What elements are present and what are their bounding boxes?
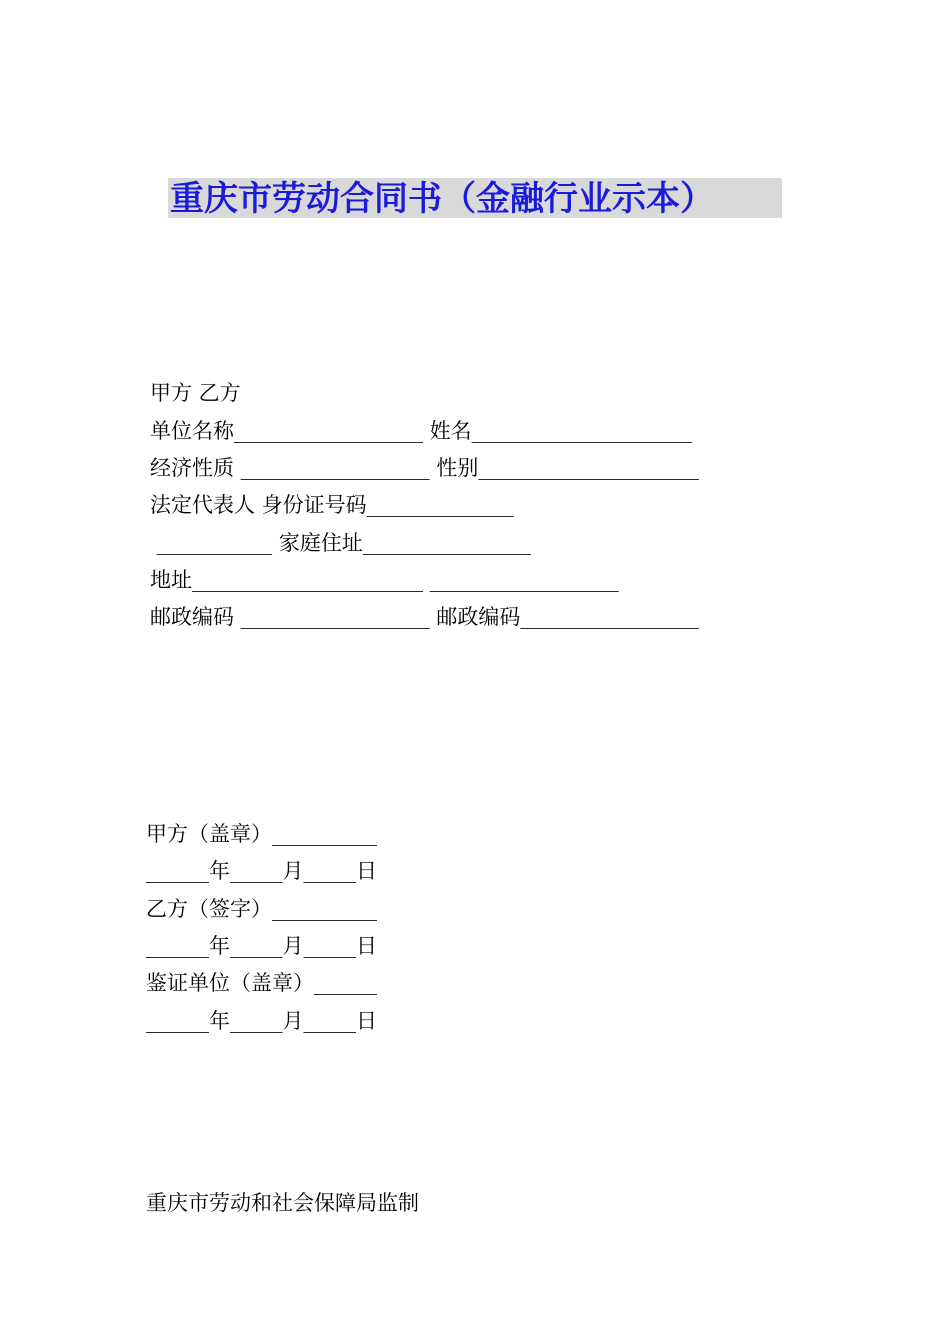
signature-line-2: ______年_____月_____日 [146,859,377,883]
parties-line-6: 地址______________________ __________________ [150,568,619,592]
document-title: 重庆市劳动合同书（金融行业示本） [170,179,714,219]
footer-issuer: 重庆市劳动和社会保障局监制 [146,1191,419,1215]
parties-line-2: 单位名称__________________ 姓名_____________________ [150,419,693,443]
title-highlight [168,178,782,218]
parties-line-4: 法定代表人 身份证号码______________ [150,493,514,517]
parties-line-5: ___________ 家庭住址________________ [150,531,531,555]
parties-line-7: 邮政编码 __________________ 邮政编码_________________ [150,605,699,629]
parties-line-3: 经济性质 __________________ 性别_____________________ [150,456,699,480]
signature-line-3: 乙方（签字）__________ [146,897,377,921]
signature-line-4: ______年_____月_____日 [146,934,377,958]
signature-line-6: ______年_____月_____日 [146,1009,377,1033]
signature-line-1: 甲方（盖章）__________ [146,822,377,846]
signature-line-5: 鉴证单位（盖章）______ [146,971,377,995]
parties-line-1: 甲方 乙方 [150,381,241,405]
